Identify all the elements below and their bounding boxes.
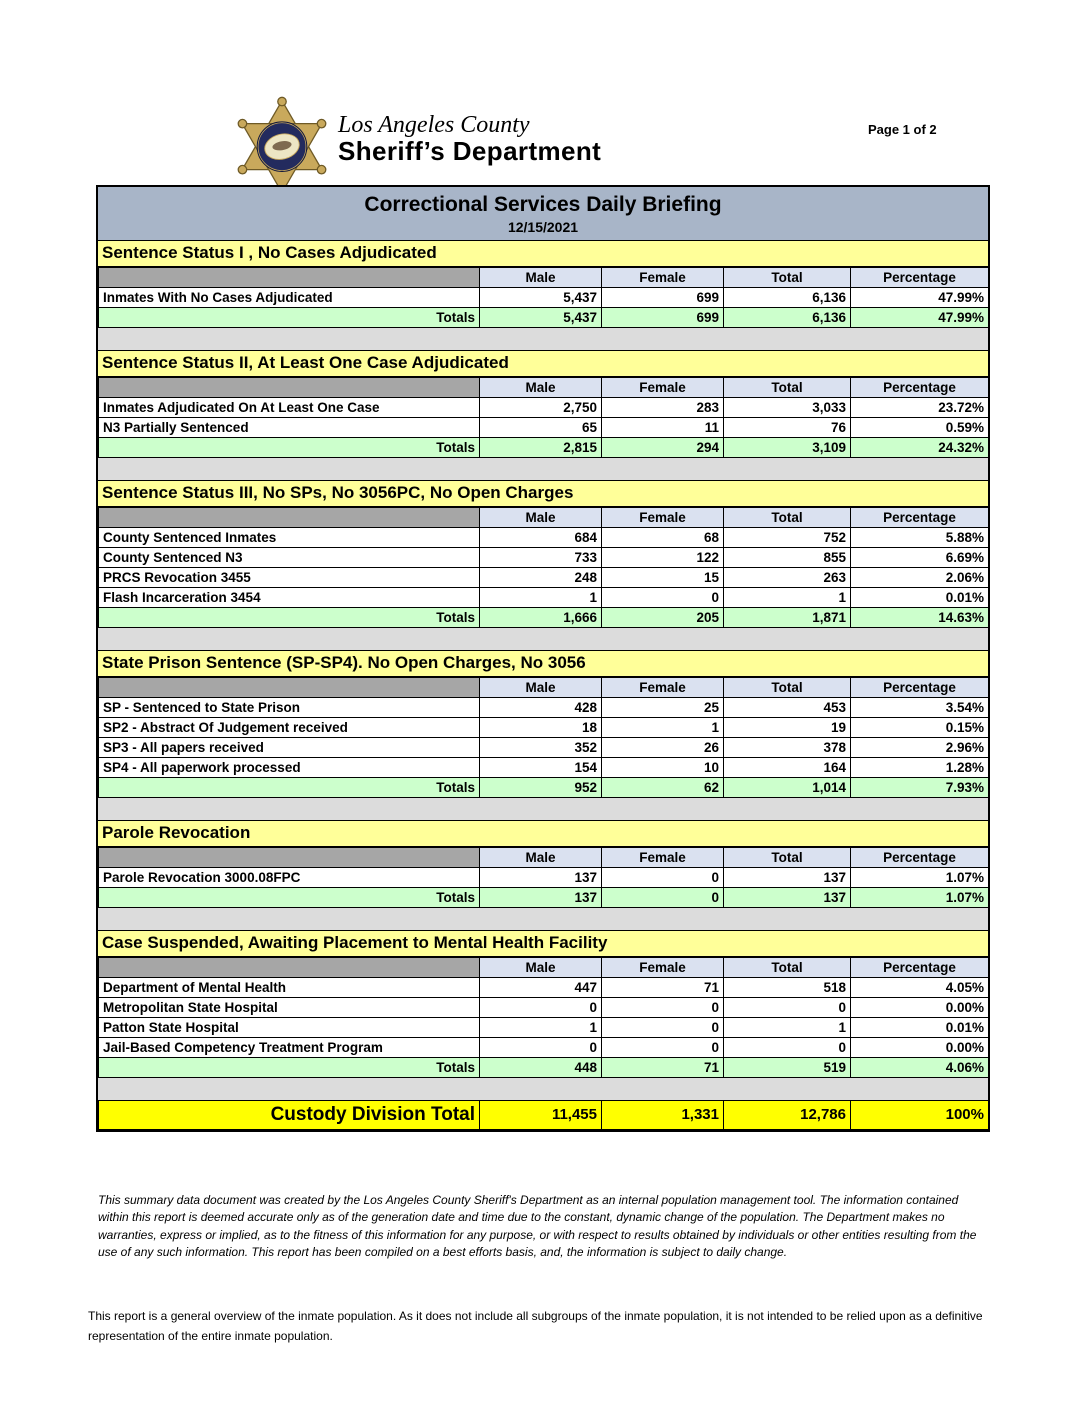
cell-total: 263 bbox=[724, 568, 851, 588]
cell-male: 0 bbox=[480, 998, 602, 1018]
column-header-total: Total bbox=[724, 508, 851, 528]
cell-total: 6,136 bbox=[724, 288, 851, 308]
column-header-row bbox=[99, 508, 989, 528]
cell-percentage: 47.99% bbox=[851, 288, 989, 308]
section-header: State Prison Sentence (SP-SP4). No Open Charges, No 3056 bbox=[98, 650, 988, 677]
cell-percentage: 4.05% bbox=[851, 978, 989, 998]
totals-label: Totals bbox=[99, 308, 480, 328]
row-label: Metropolitan State Hospital bbox=[99, 998, 480, 1018]
custody-division-total-table bbox=[98, 1100, 989, 1130]
totals-row bbox=[99, 608, 989, 628]
totals-percentage: 24.32% bbox=[851, 438, 989, 458]
section-spacer bbox=[98, 1078, 988, 1100]
totals-label: Totals bbox=[99, 1058, 480, 1078]
column-header-male: Male bbox=[480, 378, 602, 398]
cell-percentage: 1.07% bbox=[851, 868, 989, 888]
totals-label: Totals bbox=[99, 438, 480, 458]
cell-total: 752 bbox=[724, 528, 851, 548]
grand-total-female: 1,331 bbox=[602, 1101, 724, 1130]
section-table bbox=[98, 507, 989, 628]
cell-male: 137 bbox=[480, 868, 602, 888]
cell-total: 453 bbox=[724, 698, 851, 718]
daily-briefing-report bbox=[96, 185, 990, 1132]
cell-male: 65 bbox=[480, 418, 602, 438]
row-label: Parole Revocation 3000.08FPC bbox=[99, 868, 480, 888]
cell-female: 71 bbox=[602, 978, 724, 998]
brand-text bbox=[338, 112, 601, 165]
totals-male: 5,437 bbox=[480, 308, 602, 328]
column-header-total: Total bbox=[724, 678, 851, 698]
totals-percentage: 47.99% bbox=[851, 308, 989, 328]
cell-female: 0 bbox=[602, 998, 724, 1018]
totals-total: 1,871 bbox=[724, 608, 851, 628]
cell-female: 25 bbox=[602, 698, 724, 718]
cell-female: 26 bbox=[602, 738, 724, 758]
totals-label: Totals bbox=[99, 888, 480, 908]
totals-label: Totals bbox=[99, 778, 480, 798]
row-label: SP4 - All paperwork processed bbox=[99, 758, 480, 778]
totals-row bbox=[99, 308, 989, 328]
report-sections bbox=[98, 240, 988, 1100]
column-header-blank-cell bbox=[99, 848, 480, 868]
table-row bbox=[99, 528, 989, 548]
cell-female: 10 bbox=[602, 758, 724, 778]
section-spacer bbox=[98, 628, 988, 650]
totals-male: 2,815 bbox=[480, 438, 602, 458]
totals-male: 952 bbox=[480, 778, 602, 798]
report-date: 12/15/2021 bbox=[507, 219, 579, 235]
column-header-female: Female bbox=[602, 678, 724, 698]
totals-label: Totals bbox=[99, 608, 480, 628]
cell-percentage: 2.06% bbox=[851, 568, 989, 588]
totals-female: 62 bbox=[602, 778, 724, 798]
totals-female: 71 bbox=[602, 1058, 724, 1078]
totals-row bbox=[99, 778, 989, 798]
row-label: SP2 - Abstract Of Judgement received bbox=[99, 718, 480, 738]
column-header-row bbox=[99, 958, 989, 978]
cell-female: 699 bbox=[602, 288, 724, 308]
section-table bbox=[98, 377, 989, 458]
row-label: SP - Sentenced to State Prison bbox=[99, 698, 480, 718]
cell-male: 352 bbox=[480, 738, 602, 758]
totals-total: 519 bbox=[724, 1058, 851, 1078]
brand-county-line: Los Angeles County bbox=[338, 112, 530, 138]
section-table bbox=[98, 847, 989, 908]
row-label: Jail-Based Competency Treatment Program bbox=[99, 1038, 480, 1058]
cell-male: 447 bbox=[480, 978, 602, 998]
brand-department-line: Sheriff’s Department bbox=[338, 136, 602, 166]
row-label: Department of Mental Health bbox=[99, 978, 480, 998]
totals-total: 3,109 bbox=[724, 438, 851, 458]
cell-total: 137 bbox=[724, 868, 851, 888]
grand-total-percentage: 100% bbox=[851, 1101, 989, 1130]
column-header-blank-cell bbox=[99, 678, 480, 698]
table-row bbox=[99, 548, 989, 568]
cell-male: 1 bbox=[480, 1018, 602, 1038]
report-title-bar bbox=[98, 187, 988, 240]
cell-percentage: 5.88% bbox=[851, 528, 989, 548]
cell-female: 283 bbox=[602, 398, 724, 418]
column-header-blank-cell bbox=[99, 378, 480, 398]
totals-female: 0 bbox=[602, 888, 724, 908]
table-row bbox=[99, 568, 989, 588]
section-spacer bbox=[98, 458, 988, 480]
section-header: Sentence Status I , No Cases Adjudicated bbox=[98, 240, 988, 267]
section-table bbox=[98, 957, 989, 1078]
totals-percentage: 14.63% bbox=[851, 608, 989, 628]
row-label: SP3 - All papers received bbox=[99, 738, 480, 758]
page-number: Page 1 of 2 bbox=[868, 122, 937, 137]
column-header-row bbox=[99, 678, 989, 698]
cell-male: 5,437 bbox=[480, 288, 602, 308]
cell-female: 15 bbox=[602, 568, 724, 588]
cell-percentage: 0.59% bbox=[851, 418, 989, 438]
section-spacer bbox=[98, 798, 988, 820]
totals-female: 205 bbox=[602, 608, 724, 628]
cell-total: 0 bbox=[724, 998, 851, 1018]
grand-total-male: 11,455 bbox=[480, 1101, 602, 1130]
disclaimer-text: This summary data document was created by the Los Angeles County Sheriff's Department as an internal population management tool. The information contained within this report is deemed accurate only as of the generation date and time due to the constant, dynamic change of the population. The Department makes no warranties, express or implied, as to the fitness of this information for any purpose, or with respect to results obtained by individuals or other entities resulting from the use of any such information. This report has been compiled on a best efforts basis, and, the information is subject to daily change. bbox=[98, 1193, 977, 1260]
row-label: Inmates With No Cases Adjudicated bbox=[99, 288, 480, 308]
section-table bbox=[98, 677, 989, 798]
table-row bbox=[99, 868, 989, 888]
table-row bbox=[99, 418, 989, 438]
column-header-female: Female bbox=[602, 268, 724, 288]
cell-total: 76 bbox=[724, 418, 851, 438]
column-header-total: Total bbox=[724, 958, 851, 978]
cell-female: 0 bbox=[602, 868, 724, 888]
column-header-male: Male bbox=[480, 848, 602, 868]
column-header-blank-cell bbox=[99, 958, 480, 978]
column-header-blank-cell bbox=[99, 268, 480, 288]
cell-percentage: 0.00% bbox=[851, 998, 989, 1018]
cell-percentage: 0.00% bbox=[851, 1038, 989, 1058]
cell-male: 0 bbox=[480, 1038, 602, 1058]
section-header: Case Suspended, Awaiting Placement to Mental Health Facility bbox=[98, 930, 988, 957]
row-label: County Sentenced Inmates bbox=[99, 528, 480, 548]
cell-female: 122 bbox=[602, 548, 724, 568]
cell-total: 1 bbox=[724, 1018, 851, 1038]
cell-male: 684 bbox=[480, 528, 602, 548]
cell-total: 518 bbox=[724, 978, 851, 998]
cell-total: 3,033 bbox=[724, 398, 851, 418]
section-header: Sentence Status III, No SPs, No 3056PC, No Open Charges bbox=[98, 480, 988, 507]
totals-total: 137 bbox=[724, 888, 851, 908]
column-header-row bbox=[99, 848, 989, 868]
totals-total: 6,136 bbox=[724, 308, 851, 328]
column-header-blank-cell bbox=[99, 508, 480, 528]
totals-female: 699 bbox=[602, 308, 724, 328]
column-header-total: Total bbox=[724, 268, 851, 288]
cell-percentage: 0.15% bbox=[851, 718, 989, 738]
column-header-male: Male bbox=[480, 958, 602, 978]
column-header-female: Female bbox=[602, 848, 724, 868]
column-header-percentage: Percentage bbox=[851, 378, 989, 398]
column-header-male: Male bbox=[480, 268, 602, 288]
table-row bbox=[99, 718, 989, 738]
section-spacer bbox=[98, 328, 988, 350]
table-row bbox=[99, 588, 989, 608]
table-row bbox=[99, 738, 989, 758]
cell-total: 1 bbox=[724, 588, 851, 608]
totals-row bbox=[99, 1058, 989, 1078]
totals-male: 137 bbox=[480, 888, 602, 908]
table-row bbox=[99, 998, 989, 1018]
column-header-percentage: Percentage bbox=[851, 848, 989, 868]
table-row bbox=[99, 398, 989, 418]
cell-total: 164 bbox=[724, 758, 851, 778]
overview-note-text: This report is a general overview of the inmate population. As it does not include all subgroups of the inmate population, it is not intended to be relied upon as a definitive representation of the entire inmate population. bbox=[88, 1309, 983, 1344]
column-header-percentage: Percentage bbox=[851, 268, 989, 288]
cell-female: 1 bbox=[602, 718, 724, 738]
section-header: Sentence Status II, At Least One Case Adjudicated bbox=[98, 350, 988, 377]
cell-female: 0 bbox=[602, 1018, 724, 1038]
column-header-percentage: Percentage bbox=[851, 508, 989, 528]
totals-row bbox=[99, 888, 989, 908]
cell-male: 428 bbox=[480, 698, 602, 718]
cell-percentage: 0.01% bbox=[851, 1018, 989, 1038]
row-label: N3 Partially Sentenced bbox=[99, 418, 480, 438]
section-header: Parole Revocation bbox=[98, 820, 988, 847]
column-header-percentage: Percentage bbox=[851, 678, 989, 698]
cell-percentage: 0.01% bbox=[851, 588, 989, 608]
section-table bbox=[98, 267, 989, 328]
cell-male: 154 bbox=[480, 758, 602, 778]
cell-female: 68 bbox=[602, 528, 724, 548]
table-row bbox=[99, 288, 989, 308]
cell-male: 1 bbox=[480, 588, 602, 608]
cell-female: 0 bbox=[602, 1038, 724, 1058]
cell-percentage: 23.72% bbox=[851, 398, 989, 418]
totals-percentage: 1.07% bbox=[851, 888, 989, 908]
report-title: Correctional Services Daily Briefing bbox=[364, 193, 722, 216]
section-spacer bbox=[98, 908, 988, 930]
table-row bbox=[99, 758, 989, 778]
cell-male: 248 bbox=[480, 568, 602, 588]
cell-total: 378 bbox=[724, 738, 851, 758]
column-header-male: Male bbox=[480, 508, 602, 528]
column-header-total: Total bbox=[724, 378, 851, 398]
cell-total: 0 bbox=[724, 1038, 851, 1058]
column-header-female: Female bbox=[602, 958, 724, 978]
totals-total: 1,014 bbox=[724, 778, 851, 798]
custody-division-total-row bbox=[99, 1101, 989, 1130]
totals-female: 294 bbox=[602, 438, 724, 458]
totals-row bbox=[99, 438, 989, 458]
totals-percentage: 7.93% bbox=[851, 778, 989, 798]
cell-percentage: 1.28% bbox=[851, 758, 989, 778]
row-label: Inmates Adjudicated On At Least One Case bbox=[99, 398, 480, 418]
cell-female: 11 bbox=[602, 418, 724, 438]
cell-percentage: 3.54% bbox=[851, 698, 989, 718]
column-header-percentage: Percentage bbox=[851, 958, 989, 978]
table-row bbox=[99, 1018, 989, 1038]
cell-male: 733 bbox=[480, 548, 602, 568]
cell-male: 2,750 bbox=[480, 398, 602, 418]
grand-total-total: 12,786 bbox=[724, 1101, 851, 1130]
row-label: Flash Incarceration 3454 bbox=[99, 588, 480, 608]
column-header-female: Female bbox=[602, 508, 724, 528]
row-label: County Sentenced N3 bbox=[99, 548, 480, 568]
cell-male: 18 bbox=[480, 718, 602, 738]
row-label: PRCS Revocation 3455 bbox=[99, 568, 480, 588]
totals-male: 1,666 bbox=[480, 608, 602, 628]
table-row bbox=[99, 1038, 989, 1058]
cell-percentage: 2.96% bbox=[851, 738, 989, 758]
totals-percentage: 4.06% bbox=[851, 1058, 989, 1078]
cell-total: 19 bbox=[724, 718, 851, 738]
grand-total-label: Custody Division Total bbox=[99, 1101, 480, 1130]
column-header-male: Male bbox=[480, 678, 602, 698]
cell-percentage: 6.69% bbox=[851, 548, 989, 568]
cell-female: 0 bbox=[602, 588, 724, 608]
column-header-total: Total bbox=[724, 848, 851, 868]
column-header-row bbox=[99, 378, 989, 398]
cell-total: 855 bbox=[724, 548, 851, 568]
table-row bbox=[99, 978, 989, 998]
column-header-row bbox=[99, 268, 989, 288]
column-header-female: Female bbox=[602, 378, 724, 398]
row-label: Patton State Hospital bbox=[99, 1018, 480, 1038]
totals-male: 448 bbox=[480, 1058, 602, 1078]
table-row bbox=[99, 698, 989, 718]
